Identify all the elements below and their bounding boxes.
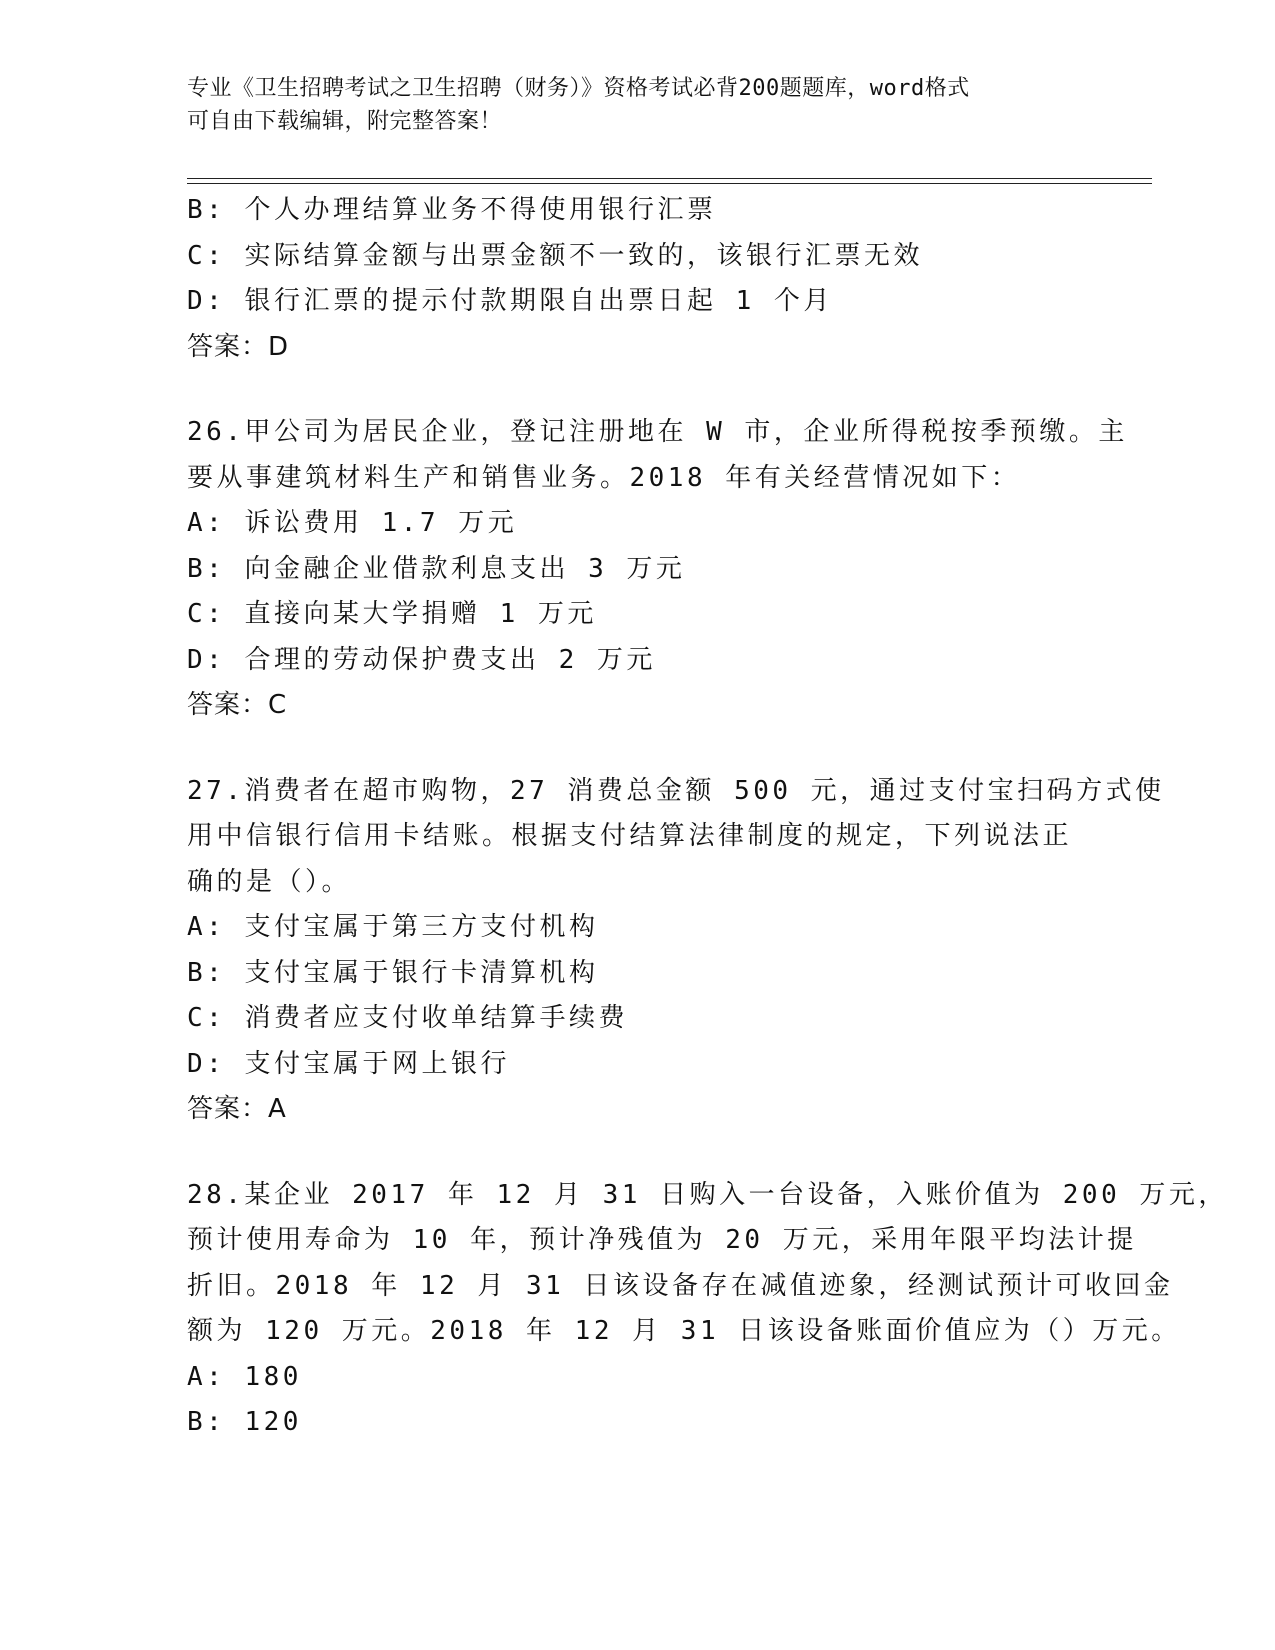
header-rule-bottom xyxy=(187,183,1152,184)
answer: 答案：D xyxy=(187,331,290,362)
option-a: A: 诉讼费用 1.7 万元 xyxy=(187,508,518,538)
option-d: D: 银行汇票的提示付款期限自出票日起 1 个月 xyxy=(187,286,833,316)
header-line-1: 专业《卫生招聘考试之卫生招聘（财务）》资格考试必背200题题库，word格式 xyxy=(187,76,970,101)
option-b: B: 支付宝属于银行卡清算机构 xyxy=(187,957,599,988)
option-d: D: 支付宝属于网上银行 xyxy=(187,1048,510,1079)
question-stem-line: 用中信银行信用卡结账。根据支付结算法律制度的规定，下列说法正 xyxy=(187,821,1073,851)
document-header xyxy=(187,72,1067,138)
question-stem-line: 26.甲公司为居民企业，登记注册地在 W 市，企业所得税按季预缴。主 xyxy=(187,417,1128,447)
answer: 答案：C xyxy=(187,690,288,720)
option-b: B: 向金融企业借款利息支出 3 万元 xyxy=(187,553,686,584)
option-a: A: 支付宝属于第三方支付机构 xyxy=(187,912,599,942)
question-stem-line: 确的是（）。 xyxy=(187,866,352,897)
question-stem-line: 要从事建筑材料生产和销售业务。2018 年有关经营情况如下： xyxy=(187,462,1021,493)
option-b: B: 120 xyxy=(187,1407,302,1437)
question-27 xyxy=(187,769,1165,1133)
header-line-2: 可自由下载编辑，附完整答案！ xyxy=(187,109,503,134)
question-stem-line: 28.某企业 2017 年 12 月 31 日购入一台设备，入账价值为 200 万元， xyxy=(187,1179,1228,1210)
question-stem-line: 27.消费者在超市购物，27 消费总金额 500 元，通过支付宝扫码方式使 xyxy=(187,775,1165,806)
question-26 xyxy=(187,410,1128,729)
question-28 xyxy=(187,1173,1228,1446)
option-a: A: 180 xyxy=(187,1361,302,1392)
option-d: D: 合理的劳动保护费支出 2 万元 xyxy=(187,644,656,675)
question-stem-line: 额为 120 万元。2018 年 12 月 31 日该设备账面价值应为（）万元。 xyxy=(187,1316,1181,1346)
header-rule-top xyxy=(187,178,1152,179)
document-body xyxy=(187,188,1228,1446)
option-c: C: 消费者应支付收单结算手续费 xyxy=(187,1003,628,1033)
option-b: B: 个人办理结算业务不得使用银行汇票 xyxy=(187,195,717,225)
question-stem-line: 折旧。2018 年 12 月 31 日该设备存在减值迹象，经测试预计可收回金 xyxy=(187,1270,1174,1301)
option-c: C: 直接向某大学捐赠 1 万元 xyxy=(187,599,597,629)
question-stem-line: 预计使用寿命为 10 年，预计净残值为 20 万元，采用年限平均法计提 xyxy=(187,1225,1137,1255)
answer: 答案：A xyxy=(187,1094,287,1124)
question-25-tail xyxy=(187,188,1087,370)
option-c: C: 实际结算金额与出票金额不一致的，该银行汇票无效 xyxy=(187,240,923,271)
